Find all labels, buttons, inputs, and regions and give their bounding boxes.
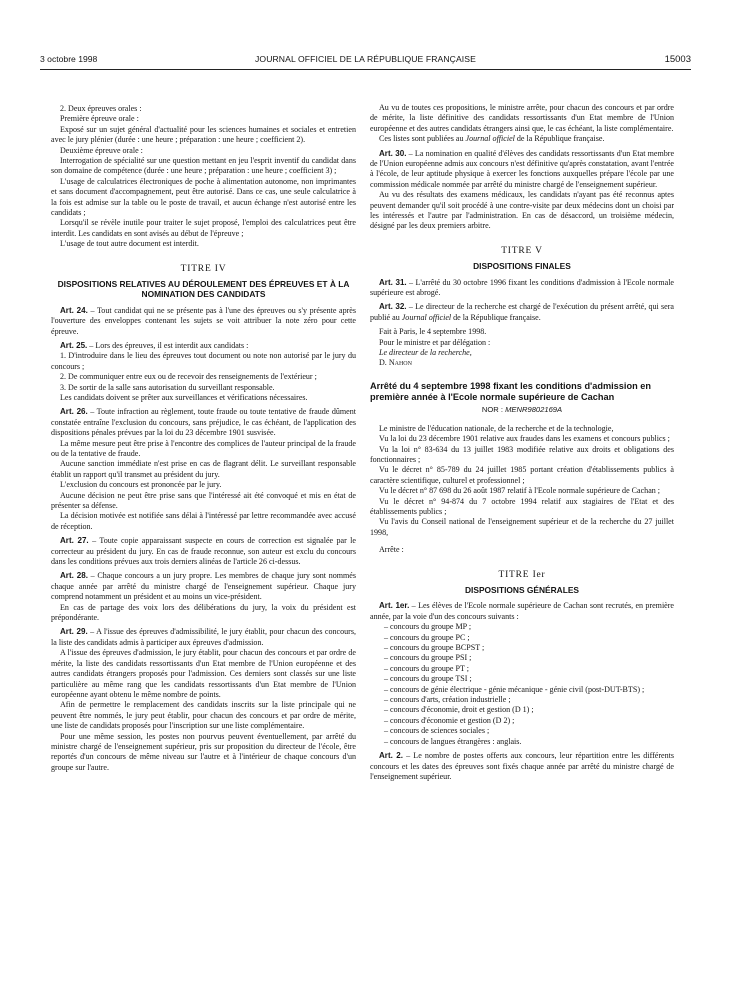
article-29-text: – A l'issue des épreuves d'admissibilité, le jury établit, pour chacun des concours, la liste des candidats admis à participer aux épreuves d'admission. <box>51 627 356 647</box>
paragraph: Pour une même session, les postes non pourvus peuvent éventuellement, par arrêté du ministre chargé de l'enseignement supérieur, pris sur proposition du directeur de l'école, être reportés d'un concours de même niveau sur l'autre et à l'intérieur de chaque concours d'un groupe sur l'autre. <box>51 731 356 772</box>
paragraph: 2. De communiquer entre eux ou de recevoir des renseignements de l'extérieur ; <box>60 372 317 382</box>
paragraph: 3. De sortir de la salle sans autorisation du surveillant responsable. <box>60 382 275 392</box>
list-item: – concours de langues étrangères : anglais. <box>384 736 522 746</box>
list-item: – concours du groupe TSI ; <box>384 674 472 684</box>
article-25-text: – Lors des épreuves, il est interdit aux candidats : <box>87 340 249 350</box>
article-30-text: – La nomination en qualité d'élèves des candidats ressortissants d'un Etat membre de l'Union européenne admis aux concours n'est définitive qu'après constatation, avant l'entrée à l'école, de leur aptitude physique à exercer les fonctions auxquelles prépare l'école par une commission médicale nommée par arrêté du ministre chargé de l'enseignement supérieur. <box>370 148 675 189</box>
list-item: – concours d'économie et gestion (D 2) ; <box>384 715 515 725</box>
article-32-label: Art. 32. <box>379 302 407 312</box>
article-28-text: – Chaque concours a un jury propre. Les membres de chaque jury sont nommés chaque année par arrêté du ministre chargé de l'enseignement supérieur. Chaque jury comprend notamment un président et au moins un vice-président. <box>51 571 356 602</box>
paragraph: Première épreuve orale : <box>60 114 139 124</box>
paragraph: La même mesure peut être prise à l'encontre des complices de l'auteur principal de la fraude ou de la tentative de fraude. <box>51 438 356 458</box>
header-date: 3 octobre 1998 <box>40 54 98 64</box>
paragraph: Au vu de toutes ces propositions, le ministre arrête, pour chacun des concours et par ordre de mérite, la liste définitive des candidats ressortissants d'un Etat membre de l'Union européenne et des autres candidats étrangers ainsi que, le cas échéant, la liste complémentaire. <box>370 103 674 133</box>
paragraph: Lorsqu'il se révèle inutile pour traiter le sujet proposé, l'emploi des calculatrices peut être interdit. Les candidats en sont avisés au début de l'épreuve ; <box>51 218 356 238</box>
titre-i: TITRE Ier <box>498 569 546 580</box>
paragraph: Vu le décret n° 87 698 du 26 août 1987 relatif à l'Ecole normale supérieure de Cachan ; <box>379 486 661 496</box>
heading-titre-v: DISPOSITIONS FINALES <box>473 261 571 272</box>
text: de la République française. <box>514 134 605 144</box>
paragraph: L'usage de calculatrices électroniques de poche à alimentation autonome, non imprimantes et sans document d'accompagnement, peut être autorisé. Dans ce cas, une seule calculatrice à la fois est admise sur la table ou le poste de travail, et aucun échange n'est autorisé entre les candidats ; <box>51 176 356 218</box>
list-item: – concours du groupe MP ; <box>384 622 472 632</box>
paragraph: Aucune décision ne peut être prise sans que l'intéressé ait été convoqué et mis en état de présenter sa défense. <box>51 490 356 510</box>
titre-v: TITRE V <box>501 245 543 256</box>
text: de la République française. <box>451 312 541 322</box>
article-2-label: Art. 2. <box>379 751 403 761</box>
paragraph: Interrogation de spécialité sur une question mettant en jeu l'esprit inventif du candidat dans son domaine de compétence (durée : une heure ; préparation : une heure ; coefficient 3) ; <box>51 156 356 176</box>
article-27-text: – Toute copie apparaissant suspecte en cours de correction est signalée par le correcteur au président du jury. En cas de fraude reconnue, son auteur est exclu du concours dans les conditions prévues aux trois derniers alinéas de l'article 26 ci-dessus. <box>51 536 356 567</box>
paragraph: Vu la loi n° 83-634 du 13 juillet 1983 modifiée relative aux droits et obligations des fonctionnaires ; <box>370 444 674 465</box>
paragraph: 1. D'introduire dans le lieu des épreuves tout document ou note non autorisé par le jury du concours ; <box>51 351 356 371</box>
fait-a-paris: Fait à Paris, le 4 septembre 1998. <box>379 327 487 337</box>
concours-list <box>370 622 674 747</box>
paragraph: L'usage de tout autre document est interdit. <box>60 239 199 249</box>
signature-title: Le directeur de la recherche, <box>379 348 472 358</box>
list-item: – concours du groupe PC ; <box>384 632 470 642</box>
article-2-text: – Le nombre de postes offerts aux concours, leur répartition entre les différents concours et les dates des épreuves sont fixés chaque année par arrêté du ministre chargé de l'enseignement supérieur. <box>370 751 674 781</box>
paragraph: Vu la loi du 23 décembre 1901 relative aux fraudes dans les examens et concours publics ; <box>379 434 670 444</box>
journal-officiel-ref: Journal officiel <box>465 134 515 144</box>
list-item: – concours du groupe BCPST ; <box>384 643 485 653</box>
paragraph: En cas de partage des voix lors des délibérations du jury, la voix du président est prépondérante. <box>51 602 356 623</box>
header-page-number: 15003 <box>664 54 691 65</box>
paragraph: Exposé sur un sujet général d'actualité pour les sciences humaines et sociales et entretien avec le jury plénier (durée : une heure ; préparation : une heure ; coefficient 2). <box>51 124 356 145</box>
paragraph: Aucune sanction immédiate n'est prise en cas de flagrant délit. Le surveillant responsable établit un rapport qu'il transmet au président du jury. <box>51 459 356 479</box>
header-rule <box>40 69 691 70</box>
paragraph: Vu l'avis du Conseil national de l'enseignement supérieur et de la recherche du 27 juillet 1998, <box>370 517 674 537</box>
titre-iv: TITRE IV <box>180 263 227 274</box>
page-header <box>40 54 691 68</box>
paragraph: Les candidats doivent se prêter aux surveillances et vérifications nécessaires. <box>60 392 308 402</box>
nor-label: NOR : <box>481 405 506 415</box>
article-28-label: Art. 28. <box>60 571 88 581</box>
list-item: – concours de sciences sociales ; <box>384 726 490 736</box>
paragraph: La décision motivée est notifiée sans délai à l'intéressé par lettre recommandée avec accusé de réception. <box>51 511 356 531</box>
list-item: – concours d'arts, création industrielle ; <box>384 695 511 705</box>
article-26-label: Art. 26. <box>60 407 88 417</box>
list-item: – concours de génie électrique - génie mécanique - génie civil (post-DUT-BTS) ; <box>384 684 645 694</box>
header-title: JOURNAL OFFICIEL DE LA RÉPUBLIQUE FRANÇAISE <box>255 54 476 64</box>
list-item: – concours du groupe PSI ; <box>384 653 472 663</box>
article-27-label: Art. 27. <box>60 536 89 546</box>
article-24-text: – Tout candidat qui ne se présente pas à l'une des épreuves ou s'y présente après l'ouverture des enveloppes contenant les sujets se voit attribuer la note zéro pour cette épreuve. <box>51 305 356 336</box>
paragraph: L'exclusion du concours est prononcée par le jury. <box>60 480 222 490</box>
article-1-text: – Les élèves de l'Ecole normale supérieure de Cachan sont recrutés, en première année, par la voie d'un des concours suivants : <box>370 601 675 621</box>
signature-delegation: Pour le ministre et par délégation : <box>379 337 491 347</box>
paragraph: Afin de permettre le remplacement des candidats inscrits sur la liste principale qui ne peuvent être nommés, le jury peut établir, pour chacun des concours et par ordre de mérite, une liste de candidats proposés pour l'inscription sur une liste complémentaire. <box>51 700 356 731</box>
article-1-label: Art. 1er. <box>379 601 410 611</box>
article-31-label: Art. 31. <box>379 277 407 287</box>
paragraph: Au vu des résultats des examens médicaux, les candidats n'ayant pas été reconnus aptes peuvent demander qu'il soit procédé à une contre-visite par deux médecins dont un choisi par les intéressés et l'autre par l'administration. En cas de désaccord, un troisième médecin, désigné par les deux premiers arbitre. <box>370 190 674 231</box>
text: Ces listes sont publiées au <box>379 134 466 144</box>
paragraph: 2. Deux épreuves orales : <box>60 104 142 113</box>
journal-officiel-ref: Journal officiel <box>401 312 452 322</box>
signature-name: D. Nahon <box>379 358 412 368</box>
article-29-label: Art. 29. <box>60 627 88 637</box>
article-26-text: – Toute infraction au règlement, toute fraude ou toute tentative de fraude dûment constatée entraîne l'exclusion du concours, sans préjudice, le cas échéant, de l'application des dispositions pénales prévues par la loi du 23 décembre 1901 susvisée. <box>51 407 357 438</box>
left-column <box>51 104 356 773</box>
paragraph: Deuxième épreuve orale : <box>60 145 143 155</box>
article-24-label: Art. 24. <box>60 305 88 315</box>
arrete-title: Arrêté du 4 septembre 1998 fixant les conditions d'admission en première année à l'Ecole normale supérieure de Cachan <box>370 380 651 402</box>
article-31-text: – L'arrêté du 30 octobre 1996 fixant les conditions d'admission à l'Ecole normale supérieure est abrogé. <box>370 277 674 297</box>
paragraph: A l'issue des épreuves d'admission, le jury établit, pour chacun des concours et par ordre de mérite, la liste des candidats ressortissants d'un Etat membre de l'Union européenne et des autres candidats étrangers proposés pour l'admission. Ces derniers sont classés sur une liste particulière au même rang que les candidats ressortissants d'un Etat membre de l'Union européenne ayant obtenu le même nombre de points. <box>51 648 356 699</box>
article-30-label: Art. 30. <box>379 148 407 158</box>
list-item: – concours du groupe PT ; <box>384 663 470 673</box>
nor-code: MENR9802169A <box>505 405 563 415</box>
article-32-text: – Le directeur de la recherche est chargé de l'exécution du présent arrêté, qui sera publié au <box>370 302 674 322</box>
paragraph: Le ministre de l'éducation nationale, de la recherche et de la technologie, <box>379 423 614 433</box>
article-25-label: Art. 25. <box>60 340 88 350</box>
heading-titre-i: DISPOSITIONS GÉNÉRALES <box>464 585 579 596</box>
nor-reference <box>370 405 674 415</box>
paragraph: Vu le décret n° 85-789 du 24 juillet 1985 portant création d'établissements publics à caractère scientifique, culturel et professionnel ; <box>370 465 674 485</box>
paragraph: Vu le décret n° 94-874 du 7 octobre 1994 relatif aux stagiaires de l'Etat et des établissements publics ; <box>370 496 674 517</box>
arrete-label: Arrête : <box>379 545 404 555</box>
list-item: – concours d'économie, droit et gestion (D 1) ; <box>384 705 534 715</box>
right-column <box>370 103 674 782</box>
heading-titre-iv: DISPOSITIONS RELATIVES AU DÉROULEMENT DES ÉPREUVES ET À LA NOMINATION DES CANDIDATS <box>57 279 350 300</box>
